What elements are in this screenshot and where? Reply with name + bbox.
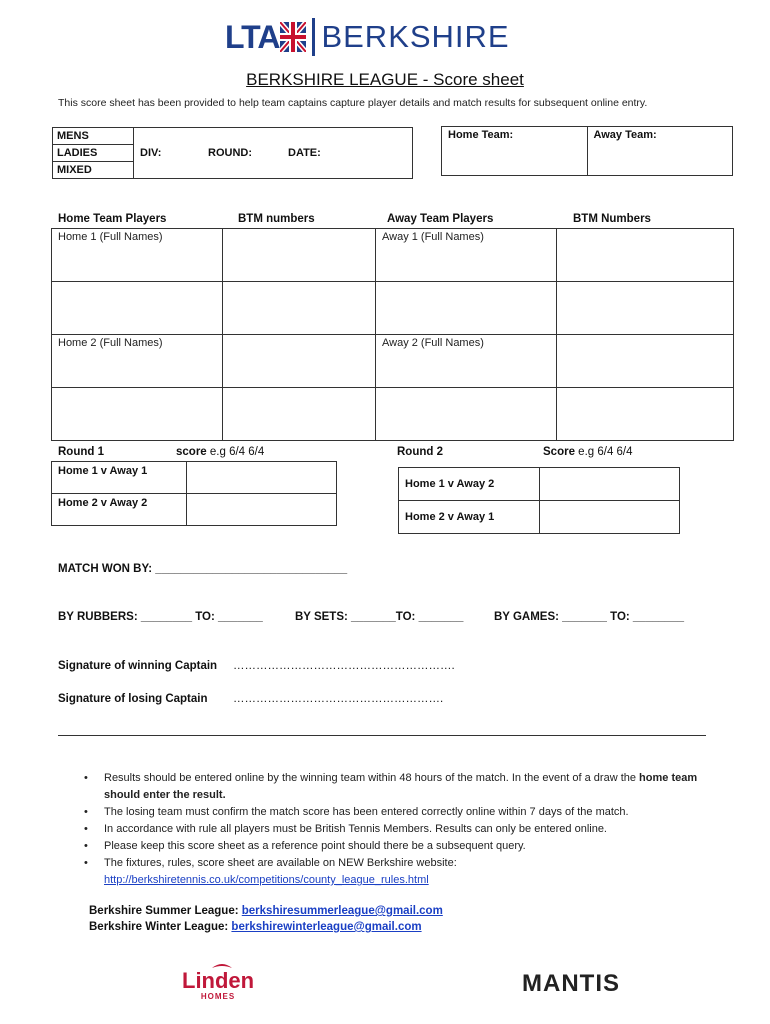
- note-item: • In accordance with rule all players must be British Tennis Members. Results can only be entered online.: [84, 821, 734, 838]
- notes-list: [84, 770, 734, 889]
- by-games-field[interactable]: BY GAMES: _______ TO: ________: [494, 611, 685, 623]
- round1-match1-score[interactable]: [187, 462, 337, 494]
- round2-score-heading: [543, 446, 633, 458]
- home2-btm-cell[interactable]: [223, 335, 376, 388]
- losing-captain-signature-line[interactable]: ……………………………………………….: [233, 693, 444, 705]
- linden-name: Linden: [182, 968, 255, 993]
- rules-link[interactable]: http://berkshiretennis.co.uk/competitions/county_league_rules.html: [104, 874, 429, 886]
- losing-captain-signature-label: Signature of losing Captain: [58, 693, 208, 705]
- note-1-emphasis: home team should enter the result.: [104, 772, 698, 801]
- round2-match2-score[interactable]: [540, 501, 680, 534]
- home1-btm-cell[interactable]: [223, 229, 376, 282]
- note-item: • The losing team must confirm the match score has been entered correctly online within 7 days of the match.: [84, 804, 734, 821]
- round2-table: [398, 467, 680, 534]
- union-flag-icon: [280, 22, 306, 52]
- note-item: [84, 770, 734, 804]
- winning-captain-signature-line[interactable]: ………………………………………………….: [233, 660, 455, 672]
- home2-name-cell[interactable]: Home 2 (Full Names): [52, 335, 223, 388]
- round2-match2-label: Home 2 v Away 1: [399, 501, 540, 534]
- match-won-by-field[interactable]: MATCH WON BY: ______________________________: [58, 563, 348, 575]
- header-away-players: Away Team Players: [387, 213, 494, 225]
- away1-btm-cell-2[interactable]: [557, 282, 734, 335]
- header-home-btm: BTM numbers: [238, 213, 315, 225]
- home1-btm-cell-2[interactable]: [223, 282, 376, 335]
- note-item: [84, 855, 734, 889]
- header-away-btm: BTM Numbers: [573, 213, 651, 225]
- logo-divider: [312, 18, 315, 56]
- home2-btm-cell-2[interactable]: [223, 388, 376, 441]
- lta-berkshire-logo: [225, 14, 510, 60]
- by-rubbers-field[interactable]: BY RUBBERS: ________ TO: _______: [58, 611, 263, 623]
- round2-label: Round 2: [397, 446, 443, 458]
- round-label[interactable]: ROUND:: [208, 128, 288, 179]
- round1-match1-label: Home 1 v Away 1: [52, 462, 187, 494]
- category-ladies[interactable]: LADIES: [53, 145, 134, 162]
- lta-logo-text: LTA: [225, 18, 280, 55]
- home1-name-cell-2[interactable]: [52, 282, 223, 335]
- berkshire-logo-text: BERKSHIRE: [321, 19, 510, 54]
- summer-league-label: Berkshire Summer League:: [89, 905, 239, 917]
- note-5-text: The fixtures, rules, score sheet are available on NEW Berkshire website:: [104, 857, 457, 869]
- division-table: [52, 127, 413, 179]
- round1-score-heading: [176, 446, 264, 458]
- away-team-field[interactable]: Away Team:: [587, 127, 733, 176]
- page-title: BERKSHIRE LEAGUE - Score sheet: [246, 70, 524, 89]
- category-mixed[interactable]: MIXED: [53, 162, 134, 179]
- round1-score-hint: e.g 6/4 6/4: [209, 446, 265, 458]
- round2-score-label: Score: [543, 446, 575, 458]
- linden-sub: HOMES: [200, 992, 236, 1001]
- note-item: • Please keep this score sheet as a reference point should there be a subsequent query.: [84, 838, 734, 855]
- summer-league-email[interactable]: berkshiresummerleague@gmail.com: [241, 905, 443, 917]
- round2-match1-score[interactable]: [540, 468, 680, 501]
- round1-table: [51, 461, 337, 526]
- home-team-field[interactable]: Home Team:: [442, 127, 588, 176]
- home1-name-cell[interactable]: Home 1 (Full Names): [52, 229, 223, 282]
- away2-btm-cell[interactable]: [557, 335, 734, 388]
- round1-label: Round 1: [58, 446, 104, 458]
- linden-homes-logo: [182, 962, 254, 1001]
- section-divider: [58, 735, 706, 736]
- round1-match2-score[interactable]: [187, 494, 337, 526]
- mantis-logo: MANTIS: [522, 970, 620, 997]
- header-home-players: Home Team Players: [58, 213, 167, 225]
- winter-league-contact: [89, 921, 422, 933]
- date-label[interactable]: DATE:: [288, 128, 413, 179]
- away1-btm-cell[interactable]: [557, 229, 734, 282]
- players-table: [51, 228, 734, 441]
- team-table: [441, 126, 733, 176]
- round1-score-label: score: [176, 446, 207, 458]
- away2-name-cell-2[interactable]: [376, 388, 557, 441]
- winter-league-label: Berkshire Winter League:: [89, 921, 229, 933]
- round2-score-hint: e.g 6/4 6/4: [578, 446, 633, 458]
- category-mens[interactable]: MENS: [53, 128, 134, 145]
- away1-name-cell[interactable]: Away 1 (Full Names): [376, 229, 557, 282]
- home2-name-cell-2[interactable]: [52, 388, 223, 441]
- div-label[interactable]: DIV:: [134, 128, 209, 179]
- note-1-text: Results should be entered online by the winning team within 48 hours of the match. In the event of a draw the: [104, 772, 640, 784]
- winning-captain-signature-label: Signature of winning Captain: [58, 660, 218, 672]
- by-sets-field[interactable]: BY SETS: _______TO: _______: [295, 611, 464, 623]
- round1-match2-label: Home 2 v Away 2: [52, 494, 187, 526]
- round2-match1-label: Home 1 v Away 2: [399, 468, 540, 501]
- away2-name-cell[interactable]: Away 2 (Full Names): [376, 335, 557, 388]
- away1-name-cell-2[interactable]: [376, 282, 557, 335]
- summer-league-contact: [89, 905, 443, 917]
- winter-league-email[interactable]: berkshirewinterleague@gmail.com: [231, 921, 422, 933]
- away2-btm-cell-2[interactable]: [557, 388, 734, 441]
- intro-text: This score sheet has been provided to help team captains capture player details and match results for subsequent online entry.: [58, 97, 648, 109]
